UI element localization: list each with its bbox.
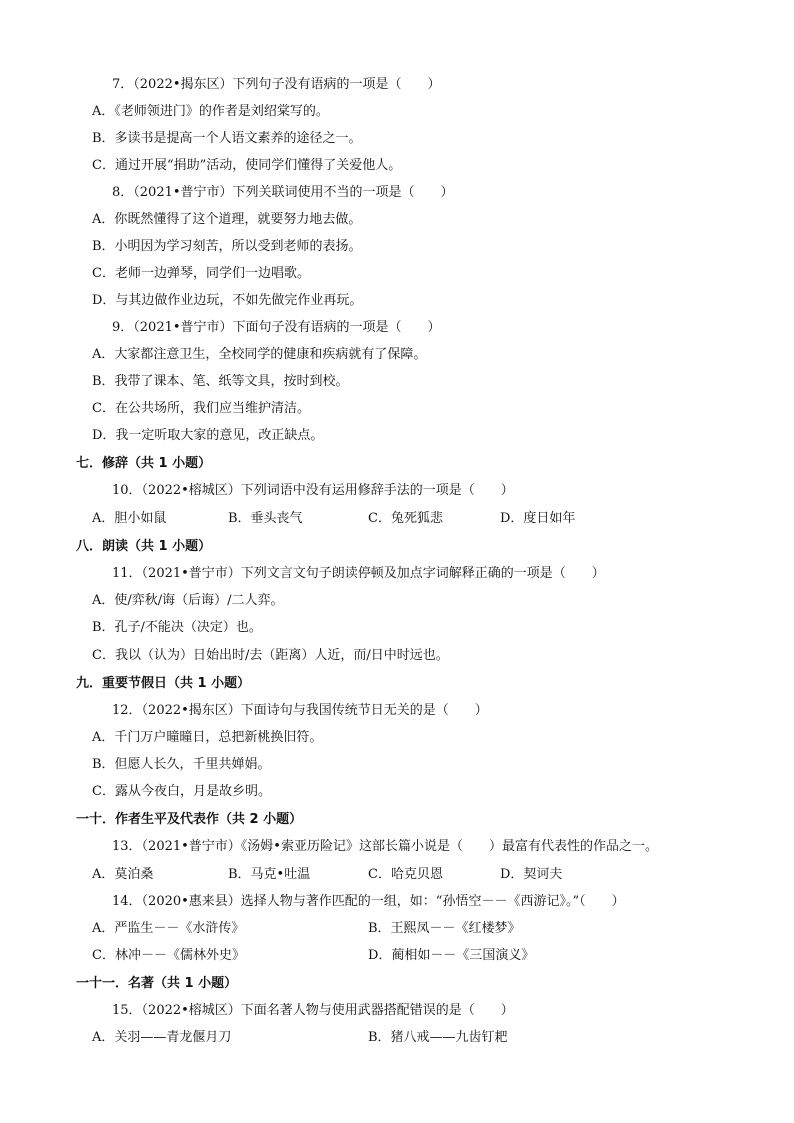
question-8-stem: 8．（2021•普宁市）下列关联词使用不当的一项是（ ） — [112, 185, 454, 200]
question-12-option-a: A．千门万户曈曈日，总把新桃换旧符。 — [92, 730, 323, 745]
question-13-option-b: B．马克•吐温 — [228, 867, 311, 882]
question-11-option-b: B．孔子/不能决（决定）也。 — [92, 620, 262, 635]
question-13-option-d: D．契诃夫 — [500, 867, 563, 882]
section-11-title: 一十一．名著（共 1 小题） — [76, 976, 238, 991]
question-13-option-c: C．哈克贝恩 — [368, 867, 443, 882]
question-15-option-a: A．关羽——青龙偃月刀 — [92, 1030, 232, 1045]
question-15-options — [92, 1029, 712, 1047]
question-12-option-c: C．露从今夜白，月是故乡明。 — [92, 784, 271, 799]
question-8-option-d: D．与其边做作业边玩，不如先做完作业再玩。 — [92, 293, 363, 308]
question-11-option-c: C．我以（认为）日始出时/去（距离）人近，而/日中时远也。 — [92, 648, 449, 663]
question-14-options-row1 — [92, 920, 712, 938]
question-14-option-c: C．林冲－－《儒林外史》 — [92, 948, 245, 963]
question-10-option-d: D．度日如年 — [500, 511, 576, 526]
section-10-title: 一十．作者生平及代表作（共 2 小题） — [76, 812, 303, 827]
question-13-stem: 13．（2021•普宁市）《汤姆•索亚历险记》这部长篇小说是（ ）最富有代表性的作品之一。 — [112, 839, 658, 854]
question-10-options — [92, 510, 712, 528]
question-9-stem: 9．（2021•普宁市）下面句子没有语病的一项是（ ） — [112, 320, 441, 335]
question-7-option-c: C．通过开展“捐助”活动，使同学们懂得了关爱他人。 — [92, 158, 402, 173]
question-13-option-a: A．莫泊桑 — [92, 867, 154, 882]
question-10-stem: 10．（2022•榕城区）下列词语中没有运用修辞手法的一项是（ ） — [112, 483, 514, 498]
question-10-option-c: C．兔死狐悲 — [368, 511, 443, 526]
question-7-option-b: B．多读书是提高一个人语文素养的途径之一。 — [92, 131, 362, 146]
question-14-options-row2 — [92, 947, 712, 965]
question-14-option-a: A．严监生－－《水浒传》 — [92, 921, 245, 936]
question-9-option-d: D．我一定听取大家的意见，改正缺点。 — [92, 428, 324, 443]
question-8-option-a: A．你既然懂得了这个道理，就要努力地去做。 — [92, 212, 362, 227]
question-12-stem: 12．（2022•揭东区）下面诗句与我国传统节日无关的是（ ） — [112, 703, 488, 718]
question-13-options — [92, 866, 712, 884]
question-9-option-b: B．我带了课本、笔、纸等文具，按时到校。 — [92, 374, 349, 389]
question-10-option-b: B．垂头丧气 — [228, 511, 303, 526]
question-15-option-b: B．猪八戒——九齿钉耙 — [368, 1030, 508, 1045]
section-8-title: 八．朗读（共 1 小题） — [76, 539, 212, 554]
question-8-option-b: B．小明因为学习刻苦，所以受到老师的表扬。 — [92, 239, 362, 254]
section-7-title: 七．修辞（共 1 小题） — [76, 456, 212, 471]
question-14-option-d: D．蔺相如－－《三国演义》 — [368, 948, 535, 963]
question-14-option-b: B．王熙凤－－《红楼梦》 — [368, 921, 521, 936]
question-7-stem: 7．（2022•揭东区）下列句子没有语病的一项是（ ） — [112, 77, 441, 92]
question-9-option-a: A．大家都注意卫生，全校同学的健康和疾病就有了保障。 — [92, 347, 427, 362]
question-9-option-c: C．在公共场所，我们应当维护清洁。 — [92, 401, 310, 416]
question-8-option-c: C．老师一边弹琴，同学们一边唱歌。 — [92, 266, 310, 281]
question-12-option-b: B．但愿人长久，千里共婵娟。 — [92, 757, 271, 772]
question-10-option-a: A．胆小如鼠 — [92, 511, 167, 526]
question-15-stem: 15．（2022•榕城区）下面名著人物与使用武器搭配错误的是（ ） — [112, 1003, 514, 1018]
question-7-option-a: A．《老师领进门》的作者是刘绍棠写的。 — [92, 104, 329, 119]
section-9-title: 九．重要节假日（共 1 小题） — [76, 676, 251, 691]
question-11-option-a: A．使/弈秋/诲（后诲）/二人弈。 — [92, 593, 284, 608]
question-11-stem: 11．（2021•普宁市）下列文言文句子朗读停顿及加点字词解释正确的一项是（ ） — [112, 566, 605, 581]
question-14-stem: 14．（2020•惠来县）选择人物与著作匹配的一组，如：“孙悟空－－《西游记》。”（ ） — [112, 894, 625, 909]
